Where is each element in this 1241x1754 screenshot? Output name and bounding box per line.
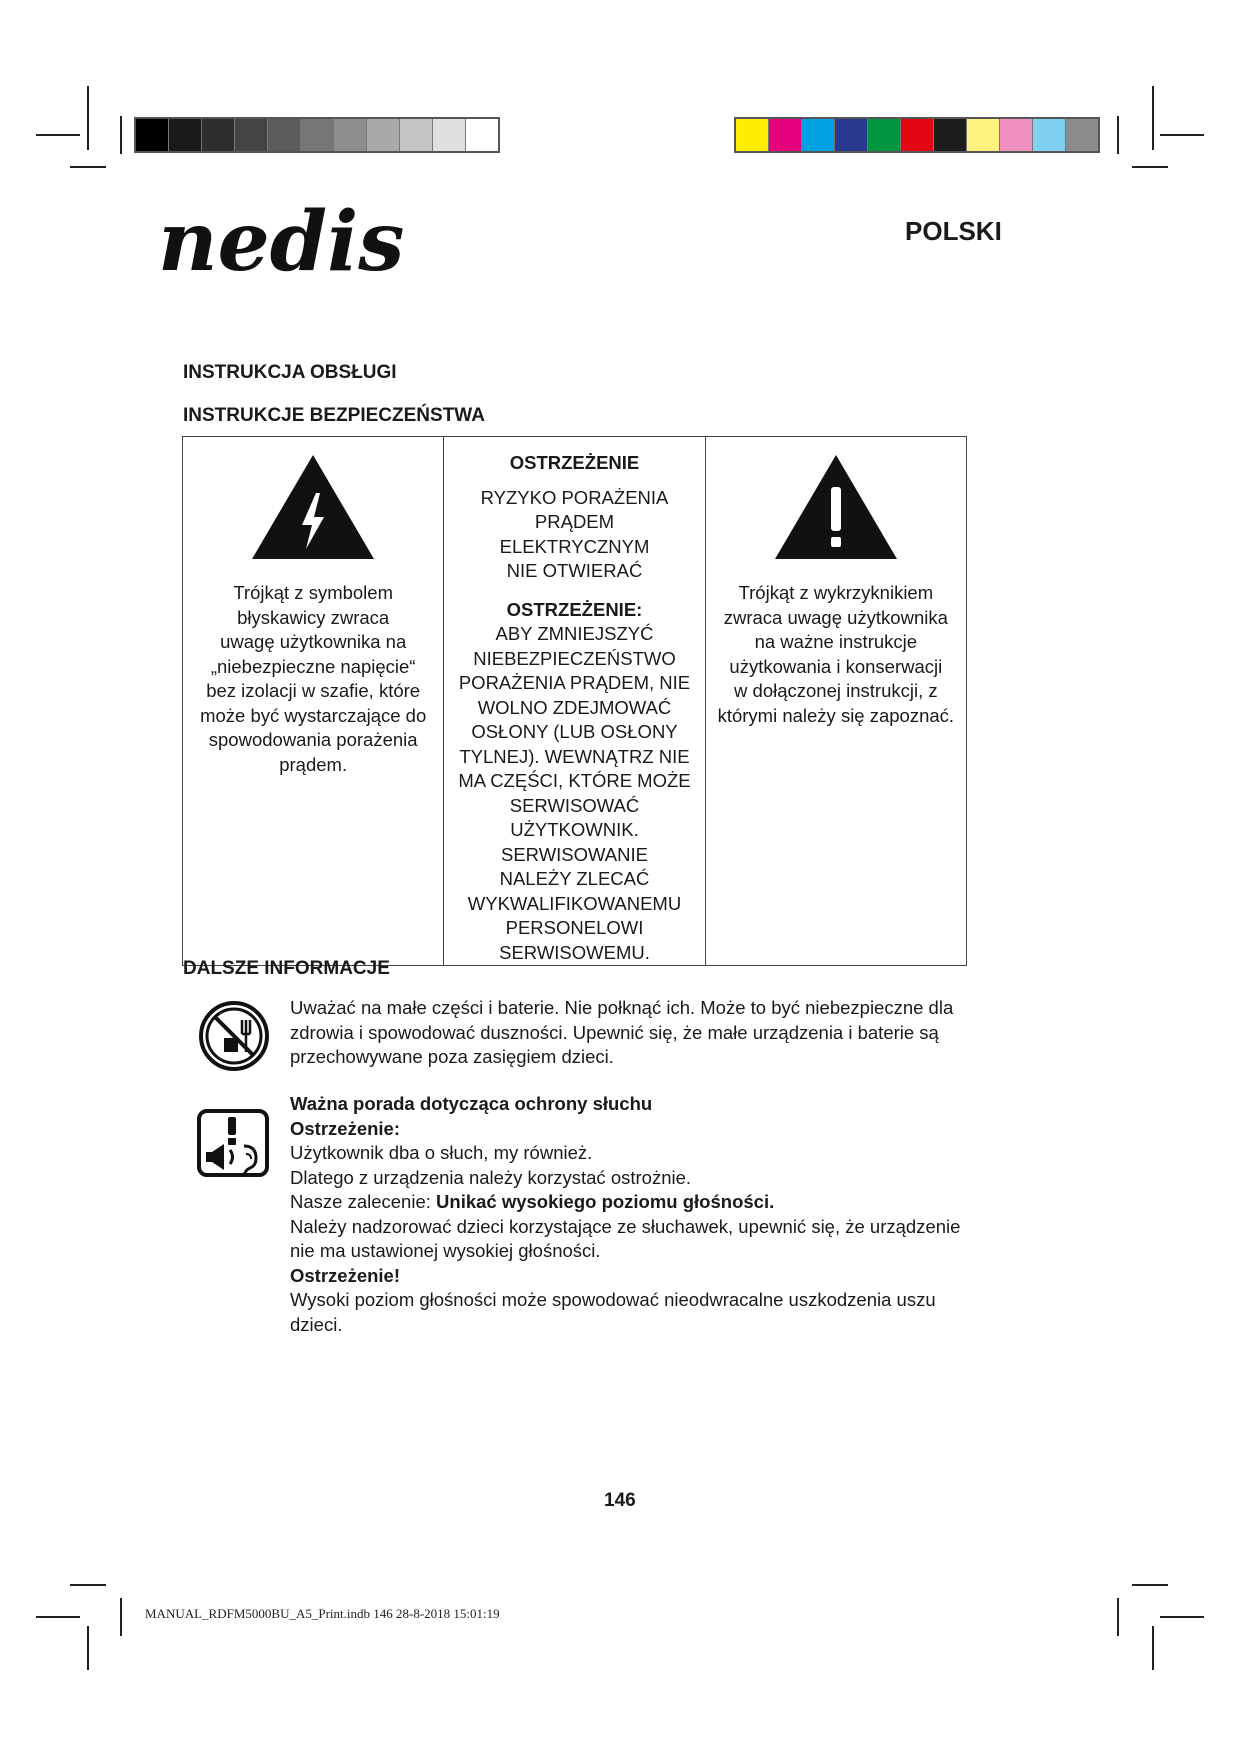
language-label: POLSKI	[905, 216, 1002, 246]
text-line: Użytkownik dba o słuch, my również.	[290, 1142, 593, 1163]
lightning-triangle-icon	[250, 453, 376, 561]
text-line: PORAŻENIA PRĄDEM, NIE	[458, 672, 691, 693]
text-line: ABY ZMNIEJSZYĆ	[495, 623, 654, 644]
text-line: bez izolacji w szafie, które	[206, 680, 421, 701]
exclamation-description	[712, 581, 960, 728]
grayscale-bar	[134, 117, 500, 153]
swatch	[433, 119, 466, 151]
warning-subtitle: OSTRZEŻENIE:	[506, 598, 643, 620]
text-line: Wysoki poziom głośności może spowodować nieodwracalne uszkodzenia uszu	[290, 1289, 936, 1310]
swatch	[136, 119, 169, 151]
hearing-warning-label: Ostrzeżenie:	[290, 1117, 401, 1139]
warning-text	[450, 622, 698, 965]
swatch	[466, 119, 498, 151]
text-line: PERSONELOWI	[505, 917, 644, 938]
text-line: SERWISOWEMU.	[499, 941, 650, 963]
crop-mark	[87, 86, 89, 150]
text-line: użytkowania i konserwacji	[729, 655, 943, 677]
recommend-label: Nasze zalecenie:	[290, 1191, 431, 1212]
more-info-heading: DALSZE INFORMACJE	[183, 958, 390, 979]
swatch	[235, 119, 268, 151]
swatch	[202, 119, 235, 151]
recommendation-line	[290, 1190, 980, 1215]
text-line: Uważać na małe części i baterie. Nie połknąć ich. Może to być niebezpieczne dla	[290, 997, 954, 1018]
small-parts-text	[290, 996, 980, 1070]
exclamation-triangle-icon	[773, 453, 899, 561]
text-line: OSŁONY (LUB OSŁONY	[471, 721, 678, 742]
swatch	[835, 119, 868, 151]
lightning-cell	[183, 437, 444, 966]
text-line: prądem.	[279, 753, 348, 775]
swatch	[367, 119, 400, 151]
text-line: NIE OTWIERAĆ	[506, 560, 643, 581]
no-small-parts-icon	[198, 1000, 270, 1072]
swatch	[1066, 119, 1098, 151]
warning-cell	[444, 437, 705, 966]
crop-mark	[70, 1584, 106, 1586]
swatch	[934, 119, 967, 151]
crop-mark	[1117, 1598, 1119, 1636]
lightning-description	[189, 581, 437, 777]
hearing-protection-icon	[196, 1108, 270, 1178]
crop-mark	[120, 1598, 122, 1636]
print-slug: MANUAL_RDFM5000BU_A5_Print.indb 146 28-8-2018 15:01:19	[145, 1606, 500, 1621]
text-line: przechowywane poza zasięgiem dzieci.	[290, 1046, 614, 1067]
nedis-logo	[158, 200, 478, 300]
swatch	[901, 119, 934, 151]
text-line: zwraca uwagę użytkownika	[723, 606, 948, 628]
swatch	[967, 119, 1000, 151]
hearing-warning-label: Ostrzeżenie!	[290, 1264, 401, 1286]
text-line: nie ma ustawionej wysokiej głośności.	[290, 1240, 601, 1261]
swatch	[769, 119, 802, 151]
hearing-text	[290, 1092, 980, 1337]
text-line: WOLNO ZDEJMOWAĆ	[477, 696, 672, 718]
swatch	[868, 119, 901, 151]
swatch	[802, 119, 835, 151]
swatch	[334, 119, 367, 151]
swatch	[268, 119, 301, 151]
text-line: w dołączonej instrukcji, z	[734, 680, 938, 701]
swatch	[301, 119, 334, 151]
text-line: spowodowania porażenia	[208, 729, 418, 750]
exclamation-cell	[705, 437, 966, 966]
text-line: Dlatego z urządzenia należy korzystać ostrożnie.	[290, 1166, 692, 1188]
recommend-text: Unikać wysokiego poziomu głośności.	[436, 1191, 775, 1212]
text-line: uwagę użytkownika na	[220, 631, 407, 652]
text-line: MA CZĘŚCI, KTÓRE MOŻE	[458, 770, 691, 791]
text-line: TYLNEJ). WEWNĄTRZ NIE	[459, 745, 690, 767]
manual-heading: INSTRUKCJA OBSŁUGI	[183, 362, 397, 383]
page-number: 146	[604, 1490, 636, 1511]
swatch	[736, 119, 769, 151]
swatch	[400, 119, 433, 151]
text-line: którymi należy się zapoznać.	[717, 704, 955, 726]
text-line: ELEKTRYCZNYM	[499, 535, 650, 557]
text-line: Trójkąt z wykrzyknikiem	[738, 582, 934, 603]
warning-table	[182, 436, 967, 966]
logo-text: nedis	[158, 200, 405, 290]
text-line: na ważne instrukcje	[754, 631, 918, 652]
text-line: błyskawicy zwraca	[237, 606, 390, 628]
swatch	[169, 119, 202, 151]
text-line: WYKWALIFIKOWANEMU	[467, 892, 682, 914]
crop-mark	[36, 1616, 80, 1618]
safety-heading: INSTRUKCJE BEZPIECZEŃSTWA	[183, 405, 485, 426]
warning-title: OSTRZEŻENIE	[509, 452, 640, 473]
text-line: „niebezpieczne napięcie“	[210, 655, 416, 677]
crop-mark	[1132, 166, 1168, 168]
hearing-title: Ważna porada dotycząca ochrony słuchu	[290, 1093, 653, 1114]
crop-mark	[1132, 1584, 1168, 1586]
swatch	[1000, 119, 1033, 151]
crop-mark	[87, 1626, 89, 1670]
crop-mark	[120, 116, 122, 154]
swatch	[1033, 119, 1066, 151]
text-line: Należy nadzorować dzieci korzystające ze słuchawek, upewnić się, że urządzenie	[290, 1215, 961, 1237]
crop-mark	[1152, 1626, 1154, 1670]
crop-mark	[1160, 1616, 1204, 1618]
text-line: zdrowia i spowodować duszności. Upewnić się, że małe urządzenia i baterie są	[290, 1021, 939, 1043]
text-line: NALEŻY ZLECAĆ	[499, 868, 650, 889]
text-line: SERWISOWANIE	[500, 843, 648, 865]
crop-mark	[70, 166, 106, 168]
text-line: dzieci.	[290, 1313, 343, 1335]
text-line: SERWISOWAĆ UŻYTKOWNIK.	[509, 794, 640, 840]
text-line: RYZYKO PORAŻENIA PRĄDEM	[480, 486, 669, 532]
text-line: NIEBEZPIECZEŃSTWO	[473, 647, 676, 669]
crop-mark	[1117, 116, 1119, 154]
text-line: Trójkąt z symbolem	[233, 582, 393, 603]
text-line: może być wystarczające do	[200, 704, 427, 726]
color-bar	[734, 117, 1100, 153]
risk-text	[450, 486, 698, 584]
crop-mark	[1160, 134, 1204, 136]
crop-mark	[36, 134, 80, 136]
crop-mark	[1152, 86, 1154, 150]
